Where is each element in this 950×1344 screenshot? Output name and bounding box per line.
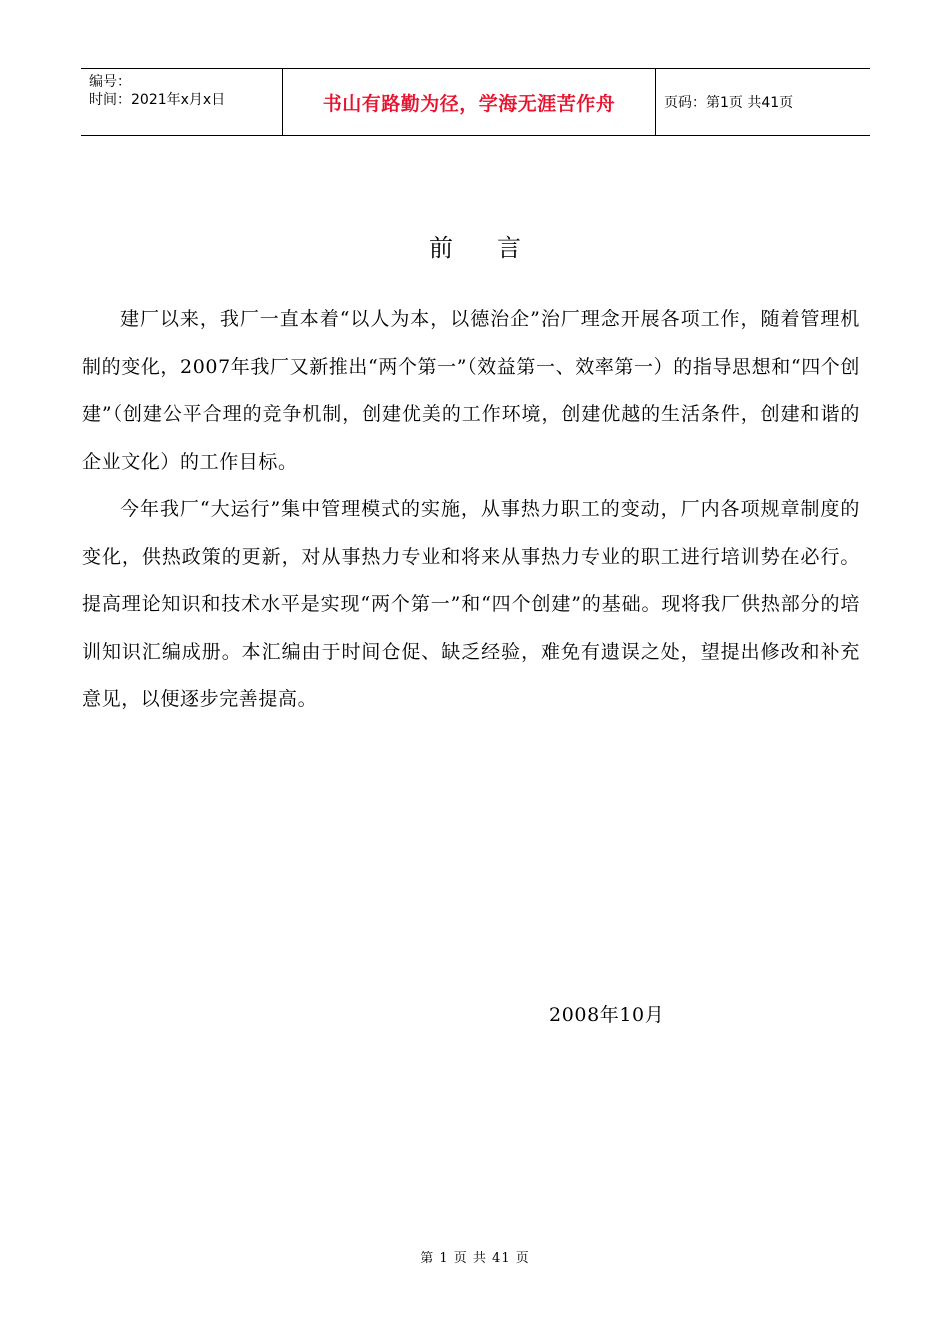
body-paragraph: 今年我厂“大运行”集中管理模式的实施，从事热力职工的变动，厂内各项规章制度的变化，供热政策的更新，对从事热力专业和将来从事热力专业的职工进行培训势在必行。提高理论知识和技术水平是实现“两个第一”和“四个创建”的基础。现将我厂供热部分的培训知识汇编成册。本汇编由于时间仓促、缺乏经验，难免有遗误之处，望提出修改和补充意见，以便逐步完善提高。 (82, 498, 860, 710)
document-title: 前言 (429, 234, 565, 262)
footer-page-number: 第 1 页 共 41 页 (420, 1251, 530, 1266)
header-page-info: 页码：第1页 共41页 (664, 95, 794, 111)
document-number-label: 编号： (89, 74, 131, 90)
header-motto: 书山有路勤为径，学海无涯苦作舟 (322, 92, 616, 115)
body-paragraph: 建厂以来，我厂一直本着“以人为本，以德治企”治厂理念开展各项工作，随着管理机制的变化，2007年我厂又新推出“两个第一”（效益第一、效率第一）的指导思想和“四个创建”（创建公平合理的竞争机制，创建优美的工作环境，创建优越的生活条件，创建和谐的企业文化）的工作目标。 (82, 308, 860, 473)
header-meta-cell (81, 69, 282, 135)
signature-date: 2008年10月 (549, 1004, 665, 1026)
header-table (81, 68, 870, 136)
header-motto-cell (282, 69, 656, 135)
header-page-cell (656, 69, 870, 135)
document-time-label: 时间：2021年x月x日 (89, 92, 226, 108)
document-body (82, 296, 860, 724)
